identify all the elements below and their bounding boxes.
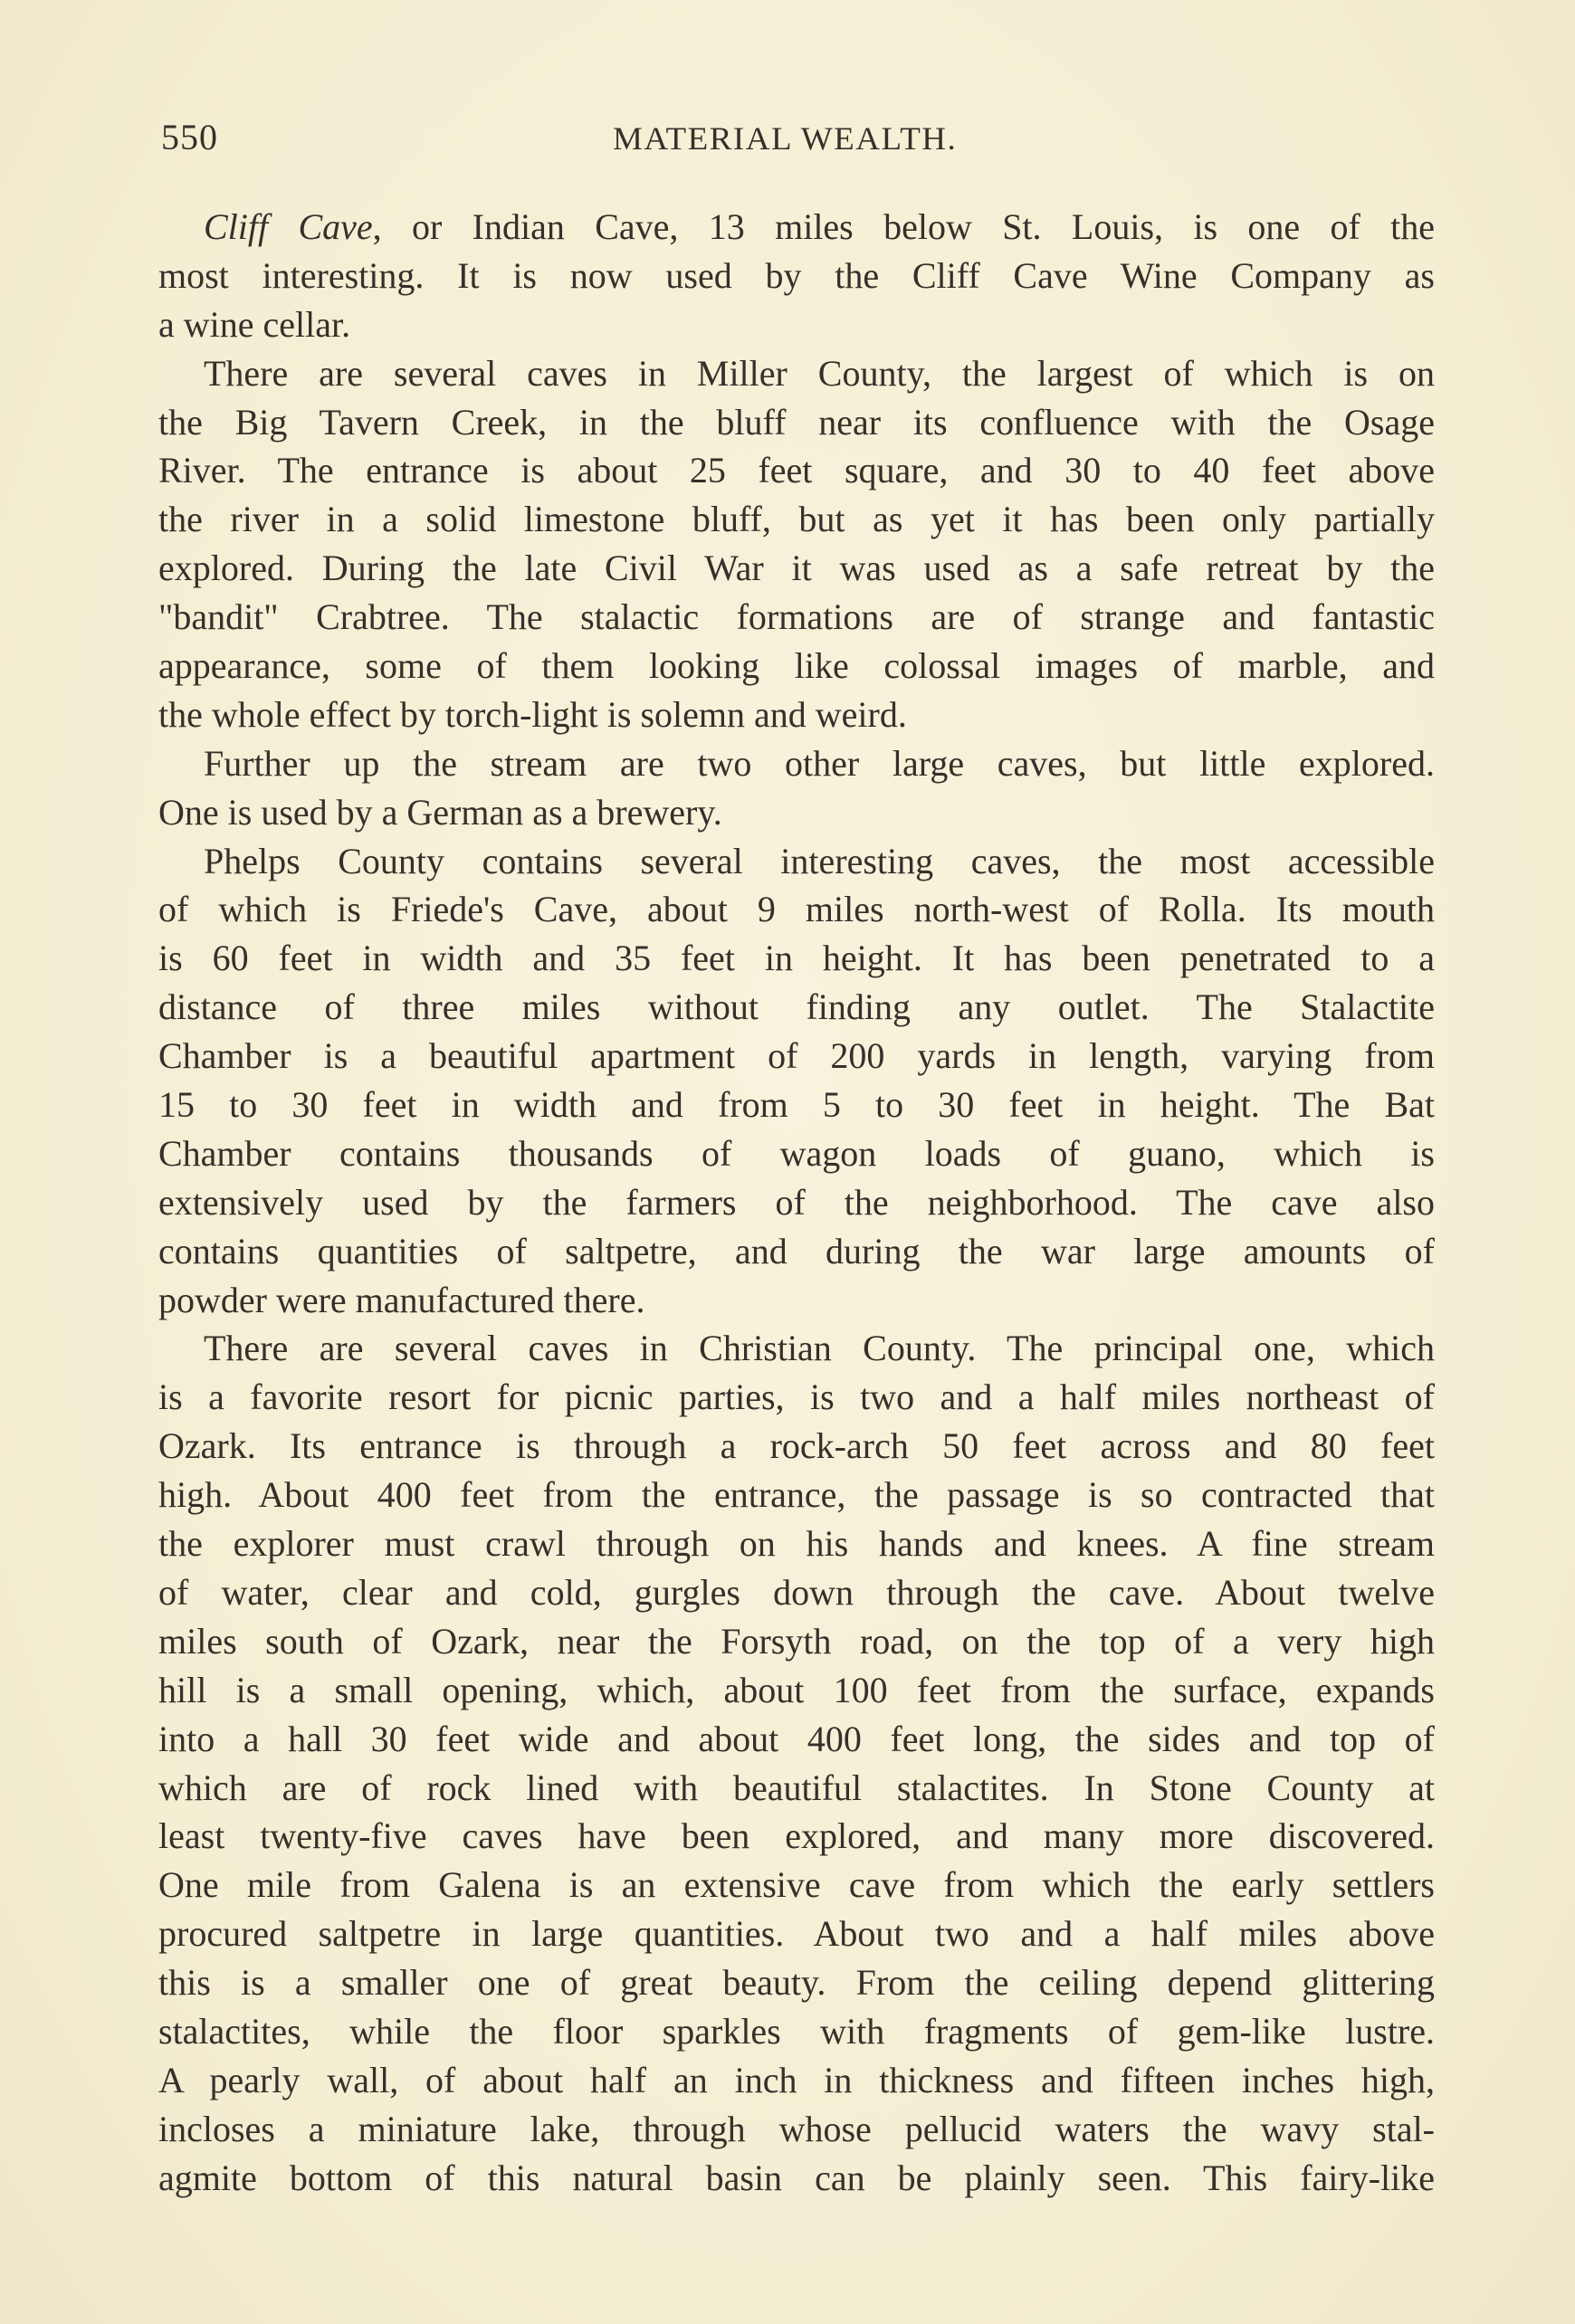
text-line: most interesting. It is now used by the Cliff Cave Wine Company as xyxy=(158,254,1435,296)
text-line: which are of rock lined with beautiful stalactites. In Stone County at xyxy=(158,1767,1435,1808)
text-line: least twenty-five caves have been explored, and many more discovered. xyxy=(158,1815,1435,1857)
text-line: extensively used by the farmers of the neighborhood. The cave also xyxy=(158,1181,1435,1223)
text-line: incloses a miniature lake, through whose pellucid waters the wavy stal- xyxy=(158,2108,1435,2149)
paragraph-christian-county xyxy=(158,1324,1435,2202)
text-line: There are several caves in Miller County, the largest of which is on xyxy=(204,352,1435,394)
text-line: high. About 400 feet from the entrance, the passage is so contracted that xyxy=(158,1474,1435,1516)
text-line: procured saltpetre in large quantities. About two and a half miles above xyxy=(158,1913,1435,1955)
page-number: 550 xyxy=(161,117,218,157)
text-line: of water, clear and cold, gurgles down through the cave. About twelve xyxy=(158,1571,1435,1613)
italic-cave-name: Cliff Cave xyxy=(204,206,373,247)
text-line: powder were manufactured there. xyxy=(158,1279,645,1320)
text-line: "bandit" Crabtree. The stalactic formations are of strange and fantastic xyxy=(158,596,1435,638)
text-line: Phelps County contains several interesting caves, the most accessible xyxy=(204,840,1435,881)
text-line: One is used by a German as a brewery. xyxy=(158,791,722,833)
text-line: Further up the stream are two other large caves, but little explored. xyxy=(204,742,1435,784)
text-line: appearance, some of them looking like colossal images of marble, and xyxy=(158,645,1435,687)
text-line: Cliff Cave, or Indian Cave, 13 miles below St. Louis, is one of the xyxy=(204,206,1435,247)
text-line: a wine cellar. xyxy=(158,303,351,345)
text-line: contains quantities of saltpetre, and during the war large amounts of xyxy=(158,1230,1435,1272)
text-line: A pearly wall, of about half an inch in thickness and fifteen inches high, xyxy=(158,2059,1435,2100)
text-line: the whole effect by torch-light is solemn and weird. xyxy=(158,693,907,735)
text-line: One mile from Galena is an extensive cave from which the early settlers xyxy=(158,1864,1435,1906)
text-line: Chamber is a beautiful apartment of 200 yards in length, varying from xyxy=(158,1035,1435,1077)
text-line: hill is a small opening, which, about 100 feet from the surface, expands xyxy=(158,1669,1435,1710)
text-line: is 60 feet in width and 35 feet in height. It has been penetrated to a xyxy=(158,938,1435,979)
text-line: this is a smaller one of great beauty. From the ceiling depend glittering xyxy=(158,1962,1435,2004)
text-line: explored. During the late Civil War it was used as a safe retreat by the xyxy=(158,548,1435,589)
text-line: River. The entrance is about 25 feet square, and 30 to 40 feet above xyxy=(158,450,1435,491)
text-line: agmite bottom of this natural basin can be plainly seen. This fairy-like xyxy=(158,2157,1435,2198)
paragraph-further-up xyxy=(158,739,1435,837)
text-line: the river in a solid limestone bluff, but as yet it has been only partially xyxy=(158,499,1435,540)
text-line: the explorer must crawl through on his hands and knees. A fine stream xyxy=(158,1523,1435,1565)
text-line: of which is Friede's Cave, about 9 miles north-west of Rolla. Its mouth xyxy=(158,889,1435,930)
paragraph-miller-county xyxy=(158,349,1435,739)
text-line: stalactites, while the floor sparkles with fragments of gem-like lustre. xyxy=(158,2010,1435,2052)
body-text xyxy=(158,203,1435,2203)
text-line: the Big Tavern Creek, in the bluff near its confluence with the Osage xyxy=(158,401,1435,443)
text-line: is a favorite resort for picnic parties, is two and a half miles northeast of xyxy=(158,1376,1435,1418)
text-line: into a hall 30 feet wide and about 400 feet long, the sides and top of xyxy=(158,1718,1435,1759)
paragraph-phelps-county xyxy=(158,837,1435,1325)
text-line: Ozark. Its entrance is through a rock-arch 50 feet across and 80 feet xyxy=(158,1425,1435,1467)
text-line: 15 to 30 feet in width and from 5 to 30 feet in height. The Bat xyxy=(158,1084,1435,1126)
paragraph-cliff-cave xyxy=(158,203,1435,349)
text-line: miles south of Ozark, near the Forsyth road, on the top of a very high xyxy=(158,1620,1435,1662)
text-line: distance of three miles without finding any outlet. The Stalactite xyxy=(158,986,1435,1028)
text-line: There are several caves in Christian County. The principal one, which xyxy=(204,1328,1435,1369)
running-head: MATERIAL WEALTH. xyxy=(613,120,958,157)
text-line: Chamber contains thousands of wagon loads of guano, which is xyxy=(158,1132,1435,1174)
